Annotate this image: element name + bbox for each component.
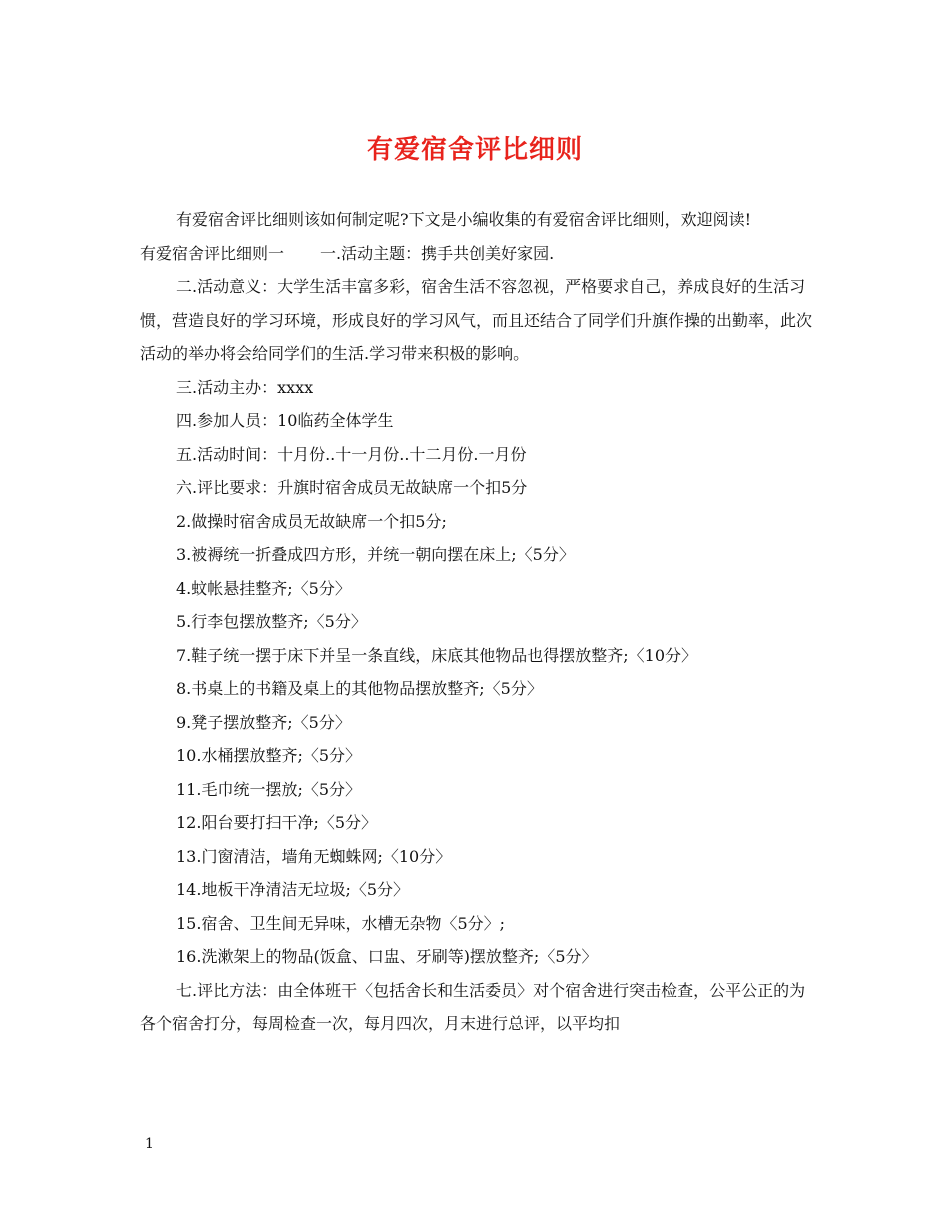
paragraph-significance: 二.活动意义：大学生活丰富多彩，宿舍生活不容忽视，严格要求自己，养成良好的生活习惯，营造良好的学习环境，形成良好的学习风气，而且还结合了同学们升旗作操的出勤率，此次活动的举办将会给同学们的生活.学习带来积极的影响。 [140, 277, 813, 363]
paragraph-organizer: 三.活动主办：xxxx [176, 377, 314, 397]
paragraph-time: 五.活动时间：十月份..十一月份..十二月份.一月份 [176, 444, 527, 464]
paragraph-requirements: 六.评比要求：升旗时宿舍成员无故缺席一个扣5分 [176, 478, 528, 497]
list-item: 8.书桌上的书籍及桌上的其他物品摆放整齐;〈5分〉 [176, 679, 543, 698]
list-item: 13.门窗清洁，墙角无蜘蛛网;〈10分〉 [176, 846, 452, 866]
paragraph-participants: 四.参加人员：10临药全体学生 [176, 411, 394, 430]
list-item: 14.地板干净清洁无垃圾;〈5分〉 [176, 880, 410, 899]
list-item: 11.毛巾统一摆放;〈5分〉 [176, 779, 362, 799]
list-item: 3.被褥统一折叠成四方形，并统一朝向摆在床上;〈5分〉 [176, 545, 575, 564]
list-item: 4.蚊帐悬挂整齐;〈5分〉 [176, 578, 351, 598]
document-title: 有爱宿舍评比细则 [366, 135, 583, 165]
list-item: 2.做操时宿舍成员无故缺席一个扣5分; [176, 511, 447, 531]
list-item: 9.凳子摆放整齐;〈5分〉 [176, 712, 351, 732]
page-number: 1 [145, 1136, 154, 1152]
list-item: 12.阳台要打扫干净;〈5分〉 [176, 813, 378, 832]
section-item-theme: 一.活动主题：携手共创美好家园. [320, 243, 555, 263]
list-item: 15.宿舍、卫生间无异味，水槽无杂物〈5分〉; [176, 913, 506, 933]
intro-paragraph: 有爱宿舍评比细则该如何制定呢?下文是小编收集的有爱宿舍评比细则，欢迎阅读! [176, 210, 752, 229]
list-item: 10.水桶摆放整齐;〈5分〉 [176, 746, 362, 765]
paragraph-method: 七.评比方法：由全体班干〈包括舍长和生活委员〉对个宿舍进行突击检查，公平公正的为各个宿舍打分，每周检查一次，每月四次，月末进行总评，以平均扣 [140, 980, 806, 1033]
section-heading-line [140, 237, 812, 271]
list-item: 5.行李包摆放整齐;〈5分〉 [176, 612, 367, 631]
section-heading: 有爱宿舍评比细则一 [140, 243, 285, 263]
list-item: 7.鞋子统一摆于床下并呈一条直线，床底其他物品也得摆放整齐;〈10分〉 [176, 645, 698, 665]
document-body [140, 203, 812, 1041]
list-item: 16.洗漱架上的物品(饭盒、口盅、牙刷等)摆放整齐;〈5分〉 [176, 947, 598, 966]
